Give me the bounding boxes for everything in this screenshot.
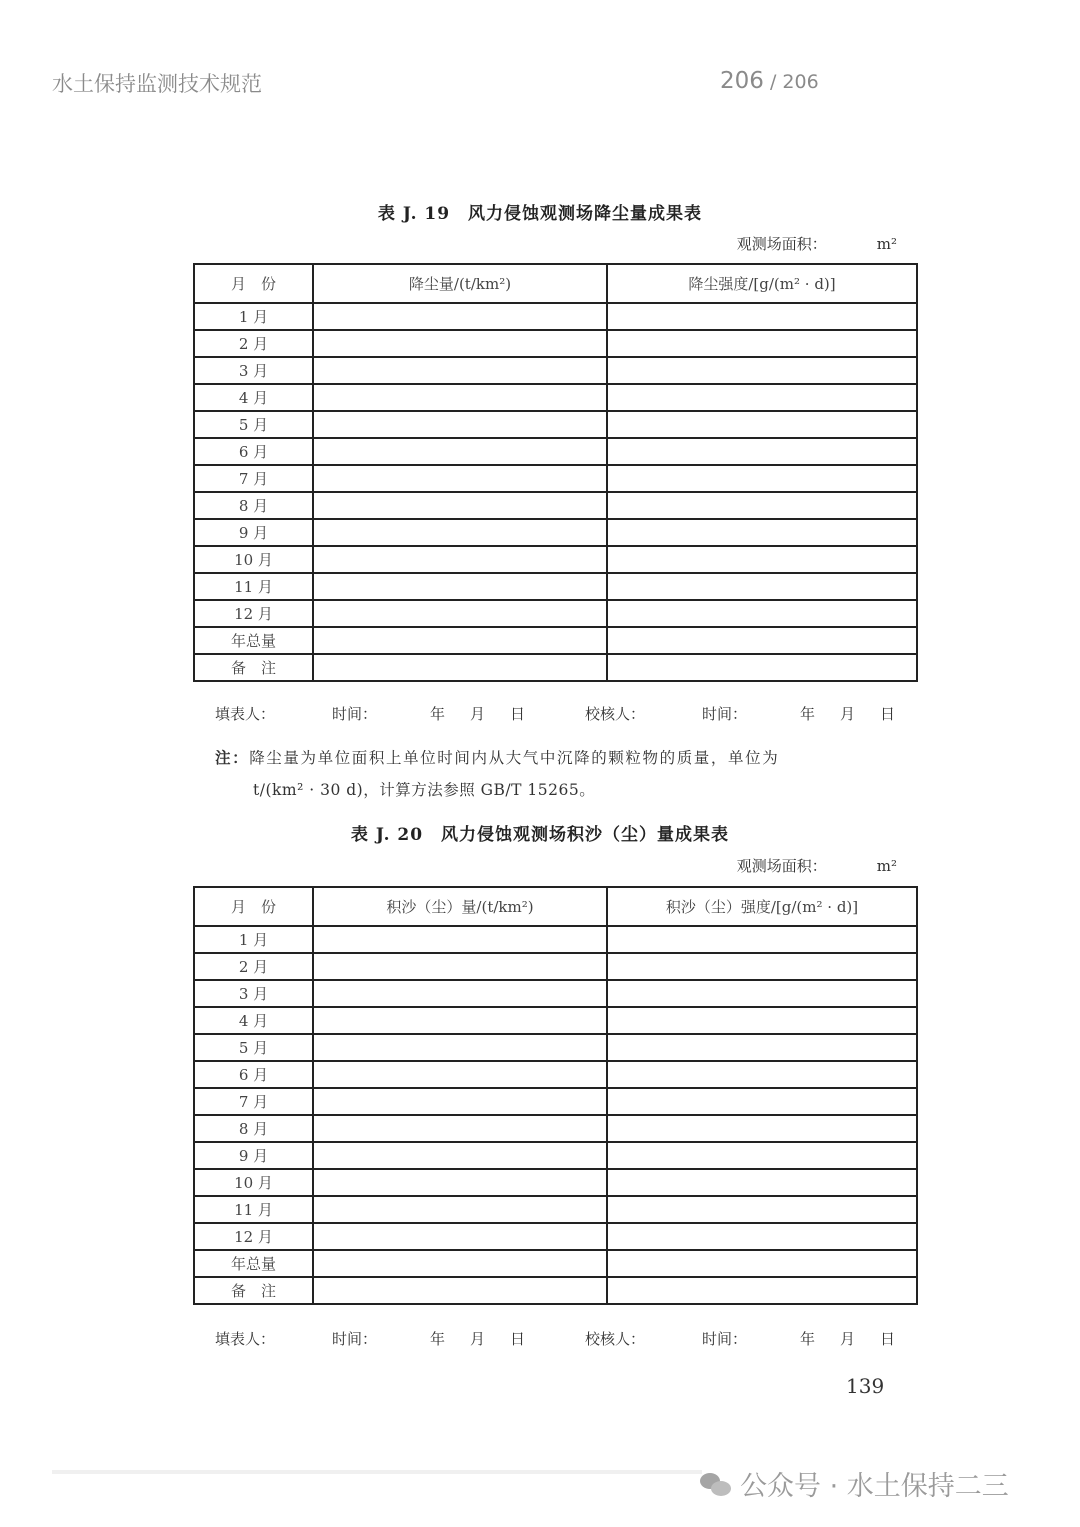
area-unit: m² [876,235,897,253]
intensity-cell[interactable] [607,953,917,980]
header-row [194,264,917,303]
table-row [194,573,917,600]
table-row [194,600,917,627]
page-separator: / [763,71,783,93]
row-label: 5 月 [194,1034,313,1061]
row-label: 6 月 [194,438,313,465]
table-j20-title: 表 J. 20 风力侵蚀观测场积沙（尘）量成果表 [350,825,730,845]
row-label: 7 月 [194,465,313,492]
signature-day: 日 [510,705,526,723]
row-label: 备 注 [194,1277,313,1304]
row-label: 6 月 [194,1061,313,1088]
intensity-cell[interactable] [607,1277,917,1304]
value-cell[interactable] [313,1088,607,1115]
signature-year: 年 [800,705,816,723]
value-cell[interactable] [313,1142,607,1169]
intensity-cell[interactable] [607,654,917,681]
table-j19-title: 表 J. 19 风力侵蚀观测场降尘量成果表 [377,204,703,224]
table-row [194,303,917,330]
intensity-cell[interactable] [607,519,917,546]
table-row [194,546,917,573]
value-cell[interactable] [313,1061,607,1088]
intensity-cell[interactable] [607,1088,917,1115]
intensity-cell[interactable] [607,1196,917,1223]
signature-month: 月 [470,705,486,723]
value-cell[interactable] [313,1034,607,1061]
row-label: 11 月 [194,573,313,600]
page-indicator [720,68,819,94]
table-note [215,742,920,806]
row-label: 8 月 [194,1115,313,1142]
value-cell[interactable] [313,926,607,953]
signature-time: 时间： [702,1330,748,1348]
footer-divider [52,1470,702,1474]
intensity-cell[interactable] [607,465,917,492]
intensity-cell[interactable] [607,411,917,438]
intensity-cell[interactable] [607,573,917,600]
intensity-cell[interactable] [607,1034,917,1061]
table-row [194,384,917,411]
row-label: 9 月 [194,1142,313,1169]
intensity-cell[interactable] [607,303,917,330]
header-row [194,887,917,926]
row-label: 5 月 [194,411,313,438]
row-label: 10 月 [194,546,313,573]
document-title: 水土保持监测技术规范 [52,72,262,96]
table-row [194,1277,917,1304]
column-header: 降尘量/(t/km²) [313,264,607,303]
intensity-cell[interactable] [607,330,917,357]
note-prefix: 注： [215,748,250,767]
note-line2: t/(km² · 30 d)，计算方法参照 GB/T 15265。 [253,781,596,799]
value-cell[interactable] [313,303,607,330]
value-cell[interactable] [313,1169,607,1196]
intensity-cell[interactable] [607,1061,917,1088]
column-header: 积沙（尘）强度/[g/(m² · d)] [607,887,917,926]
table-row [194,330,917,357]
intensity-cell[interactable] [607,384,917,411]
table-row [194,438,917,465]
value-cell[interactable] [313,546,607,573]
row-label: 7 月 [194,1088,313,1115]
intensity-cell[interactable] [607,600,917,627]
area-unit: m² [876,857,897,875]
watermark [700,1464,1009,1503]
table-row [194,1250,917,1277]
table-row [194,357,917,384]
value-cell[interactable] [313,1007,607,1034]
row-label: 11 月 [194,1196,313,1223]
row-label: 年总量 [194,627,313,654]
table-row [194,411,917,438]
table-row [194,980,917,1007]
intensity-cell[interactable] [607,438,917,465]
table-j20-area [737,855,897,876]
table-row [194,1061,917,1088]
intensity-cell[interactable] [607,1115,917,1142]
table-row [194,926,917,953]
total-pages: 206 [782,71,819,93]
table-row [194,1034,917,1061]
intensity-cell[interactable] [607,926,917,953]
table-j19 [193,263,918,682]
row-label: 1 月 [194,303,313,330]
current-page: 206 [720,68,764,94]
column-header: 月 份 [194,264,313,303]
value-cell[interactable] [313,953,607,980]
note-line1: 降尘量为单位面积上单位时间内从大气中沉降的颗粒物的质量，单位为 [249,749,780,767]
intensity-cell[interactable] [607,1169,917,1196]
row-label: 年总量 [194,1250,313,1277]
page-number: 139 [846,1374,885,1398]
value-cell[interactable] [313,1196,607,1223]
row-label: 1 月 [194,926,313,953]
column-header: 降尘强度/[g/(m² · d)] [607,264,917,303]
area-label: 观测场面积： [736,857,827,875]
intensity-cell[interactable] [607,546,917,573]
row-label: 12 月 [194,1223,313,1250]
row-label: 3 月 [194,357,313,384]
table-row [194,1115,917,1142]
intensity-cell[interactable] [607,1142,917,1169]
intensity-cell[interactable] [607,980,917,1007]
value-cell[interactable] [313,519,607,546]
table-row [194,627,917,654]
table-row [194,1142,917,1169]
value-cell[interactable] [313,384,607,411]
intensity-cell[interactable] [607,1223,917,1250]
signature-month: 月 [840,1330,856,1348]
row-label: 2 月 [194,953,313,980]
row-label: 12 月 [194,600,313,627]
signature-year: 年 [800,1330,816,1348]
row-label: 4 月 [194,1007,313,1034]
signature-checker: 校核人： [585,1330,646,1348]
table-row [194,1007,917,1034]
signature-time: 时间： [332,705,378,723]
table-row [194,1088,917,1115]
intensity-cell[interactable] [607,1007,917,1034]
value-cell[interactable] [313,411,607,438]
value-cell[interactable] [313,1115,607,1142]
value-cell[interactable] [313,600,607,627]
signature-checker: 校核人： [585,705,646,723]
table-row [194,1169,917,1196]
table-j20 [193,886,918,1305]
table-row [194,1223,917,1250]
signature-filler: 填表人： [215,1330,276,1348]
intensity-cell[interactable] [607,1250,917,1277]
row-label: 8 月 [194,492,313,519]
area-label: 观测场面积： [736,235,827,253]
signature-month: 月 [470,1330,486,1348]
intensity-cell[interactable] [607,492,917,519]
table-row [194,465,917,492]
table-j19-area [737,233,897,254]
column-header: 月 份 [194,887,313,926]
signature-year: 年 [430,1330,446,1348]
table-row [194,953,917,980]
signature-day: 日 [880,1330,896,1348]
signature-filler: 填表人： [215,705,276,723]
wechat-icon [700,1471,732,1497]
table-row [194,492,917,519]
value-cell[interactable] [313,573,607,600]
value-cell[interactable] [313,1250,607,1277]
value-cell[interactable] [313,492,607,519]
value-cell[interactable] [313,654,607,681]
value-cell[interactable] [313,1223,607,1250]
row-label: 备 注 [194,654,313,681]
intensity-cell[interactable] [607,627,917,654]
value-cell[interactable] [313,980,607,1007]
intensity-cell[interactable] [607,357,917,384]
signature-year: 年 [430,705,446,723]
value-cell[interactable] [313,438,607,465]
row-label: 9 月 [194,519,313,546]
row-label: 10 月 [194,1169,313,1196]
value-cell[interactable] [313,330,607,357]
table-row [194,519,917,546]
signature-time: 时间： [332,1330,378,1348]
value-cell[interactable] [313,465,607,492]
column-header: 积沙（尘）量/(t/km²) [313,887,607,926]
row-label: 3 月 [194,980,313,1007]
value-cell[interactable] [313,627,607,654]
signature-time: 时间： [702,705,748,723]
row-label: 4 月 [194,384,313,411]
watermark-text: 公众号 · 水土保持二三 [740,1471,1009,1502]
table-row [194,654,917,681]
value-cell[interactable] [313,357,607,384]
value-cell[interactable] [313,1277,607,1304]
row-label: 2 月 [194,330,313,357]
table-row [194,1196,917,1223]
signature-day: 日 [880,705,896,723]
signature-month: 月 [840,705,856,723]
signature-day: 日 [510,1330,526,1348]
